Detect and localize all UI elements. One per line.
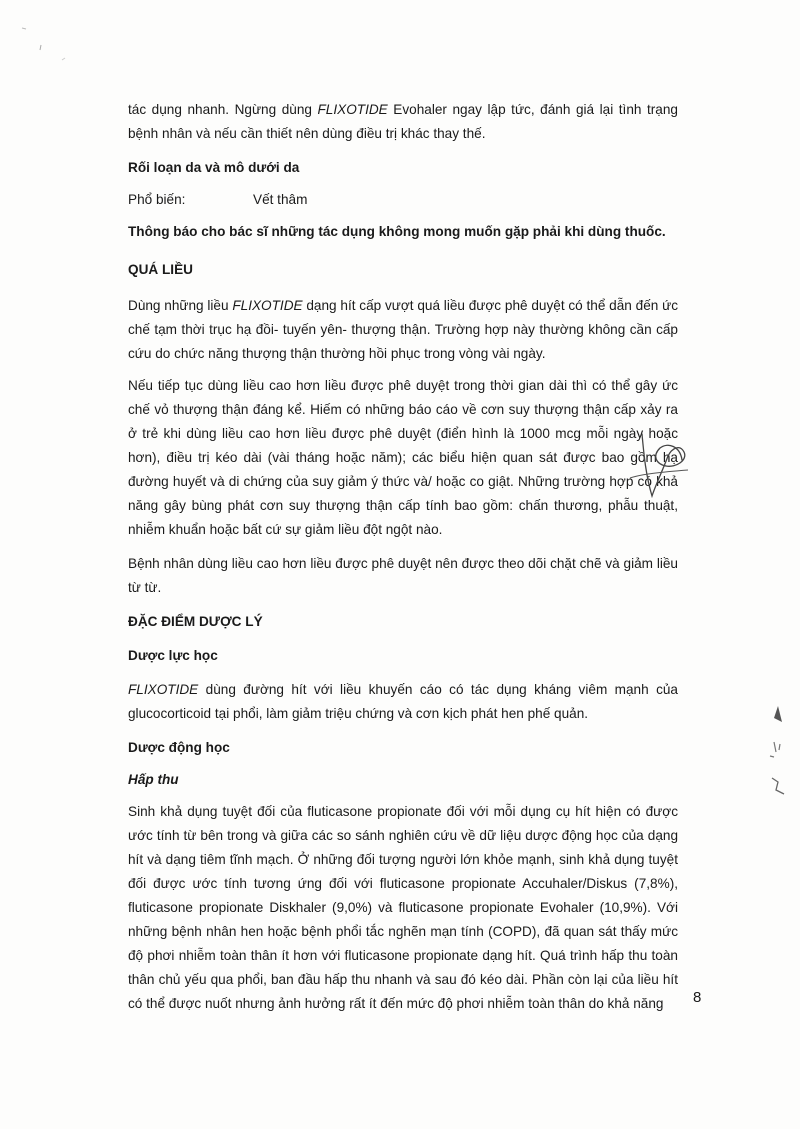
- intro-paragraph: tác dụng nhanh. Ngừng dùng FLIXOTIDE Evohaler ngay lập tức, đánh giá lại tình trạng bệnh nhân và nếu cần thiết nên dùng điều trị khác thay thế.: [128, 102, 678, 141]
- absorption-paragraph: Sinh khả dụng tuyệt đối của fluticasone propionate đối với mỗi dụng cụ hít hiện có được ước tính từ bên trong và giữa các so sánh nghiên cứu về dữ liệu dược động học của dạng hít và dạng tiêm tĩnh mạch. Ở những đối tượng người lớn khỏe mạnh, sinh khả dụng tuyệt đối được ước tính tương ứng đối với fluticasone propionate Accuhaler/Diskus (7,8%), fluticasone propionate Diskhaler (9,0%) và fluticasone propionate Evohaler (10,9%). Với những bệnh nhân hen hoặc bệnh phổi tắc nghẽn mạn tính (COPD), đã quan sát thấy mức độ phơi nhiễm toàn thân ít hơn với fluticasone propionate dạng hít. Quá trình hấp thu toàn thân chủ yếu qua phổi, ban đầu hấp thu nhanh và sau đó kéo dài. Phần còn lại của liều hít có thể được nuốt nhưng ảnh hưởng rất ít đến mức độ phơi nhiễm toàn thân do khả năng: [128, 804, 678, 1011]
- frequency-value: Vết thâm: [253, 192, 308, 207]
- margin-marks: [760, 700, 796, 810]
- page-number: 8: [693, 989, 702, 1006]
- overdose-paragraph-2: Nếu tiếp tục dùng liều cao hơn liều được phê duyệt trong thời gian dài thì có thể gây ức chế vỏ thượng thận đáng kể. Hiếm có những báo cáo về cơn suy thượng thận cấp xảy ra ở trẻ khi dùng liều cao hơn liều được phê duyệt (điển hình là 1000 mcg mỗi ngày hoặc hơn), điều trị kéo dài (vài tháng hoặc năm); các biểu hiện quan sát được bao gồm hạ đường huyết và di chứng của suy giảm ý thức và/ hoặc co giật. Những trường hợp có khả năng gây bùng phát cơn suy thượng thận cấp tính bao gồm: chấn thương, phẫu thuật, nhiễm khuẩn hoặc bất cứ sự giảm liều đột ngột nào.: [128, 378, 678, 537]
- overdose-paragraph-3: Bệnh nhân dùng liều cao hơn liều được phê duyệt nên được theo dõi chặt chẽ và giảm liều từ từ.: [128, 556, 678, 595]
- pharmacology-heading: ĐẶC ĐIỂM DƯỢC LÝ: [128, 614, 263, 629]
- pharmacodynamics-heading: Dược lực học: [128, 648, 218, 663]
- overdose-paragraph-1: Dùng những liều FLIXOTIDE dạng hít cấp vượt quá liều được phê duyệt có thể dẫn đến ức chế tạm thời trục hạ đồi- tuyến yên- thượng thận. Trường hợp này thường không cần cấp cứu do chức năng thượng thận thường hồi phục trong vòng vài ngày.: [128, 298, 678, 361]
- pharmacokinetics-heading: Dược động học: [128, 740, 230, 755]
- scan-marks: [10, 18, 80, 68]
- signature-mark: [622, 426, 702, 508]
- skin-disorders-heading: Rối loạn da và mô dưới da: [128, 160, 300, 175]
- frequency-row: [128, 188, 678, 212]
- overdose-heading: QUÁ LIỀU: [128, 262, 193, 277]
- document-body: [128, 98, 678, 1016]
- frequency-label: Phổ biến:: [128, 192, 186, 207]
- notify-doctor-text: Thông báo cho bác sĩ những tác dụng không mong muốn gặp phải khi dùng thuốc.: [128, 224, 666, 239]
- pharmacodynamics-paragraph: FLIXOTIDE dùng đường hít với liều khuyến cáo có tác dụng kháng viêm mạnh của glucocorticoid tại phổi, làm giảm triệu chứng và cơn kịch phát hen phế quản.: [128, 682, 678, 721]
- absorption-heading: Hấp thu: [128, 772, 179, 787]
